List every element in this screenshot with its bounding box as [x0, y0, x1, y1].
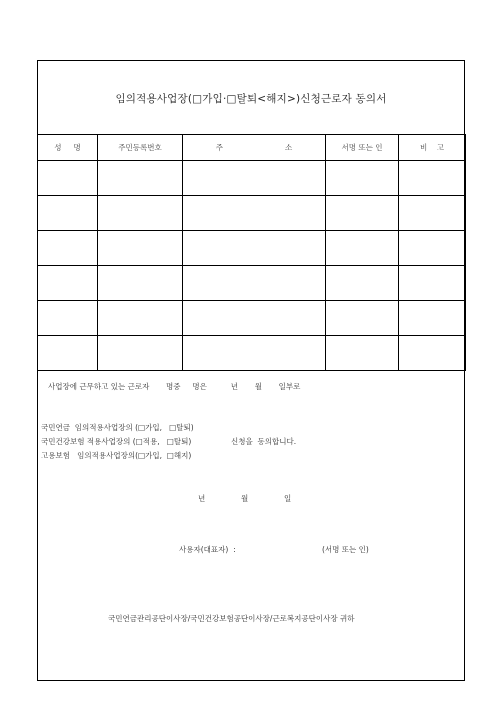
header-address [183, 135, 326, 161]
cell-address[interactable] [183, 161, 326, 196]
cell-name[interactable] [38, 336, 98, 371]
cell-remarks[interactable] [399, 196, 466, 231]
cell-resident-id[interactable] [98, 196, 183, 231]
statement-line-1: 사업장에 근무하고 있는 근로자 명중 명은 년 월 일부로 [48, 382, 301, 391]
header-name-2: 명 [73, 143, 81, 152]
cell-name[interactable] [38, 231, 98, 266]
table-row [38, 231, 466, 266]
statement-pension: 국민연금 임의적용사업장의 (□가입, □탈퇴) [41, 423, 194, 432]
cell-signature[interactable] [326, 161, 399, 196]
statement-health: 국민건강보험 적용사업장의 (□적용, □탈퇴) [41, 437, 192, 446]
header-name [38, 135, 98, 161]
cell-address[interactable] [183, 301, 326, 336]
cell-remarks[interactable] [399, 266, 466, 301]
cell-signature[interactable] [326, 196, 399, 231]
date-line: 년 월 일 [198, 494, 292, 503]
cell-address[interactable] [183, 231, 326, 266]
table-row [38, 266, 466, 301]
consent-form [37, 60, 465, 681]
form-title: 임의적용사업장(□가입·□탈퇴<해지>)신청근로자 동의서 [115, 93, 387, 105]
cell-signature[interactable] [326, 266, 399, 301]
cell-name[interactable] [38, 266, 98, 301]
cell-remarks[interactable] [399, 161, 466, 196]
header-name-1: 성 [54, 143, 62, 152]
cell-resident-id[interactable] [98, 231, 183, 266]
table-header-row [38, 135, 466, 161]
table-row [38, 301, 466, 336]
employer-label: 사용자(대표자) : [179, 545, 236, 554]
cell-name[interactable] [38, 196, 98, 231]
cell-resident-id[interactable] [98, 266, 183, 301]
header-remarks-2: 고 [436, 143, 445, 152]
cell-address[interactable] [183, 336, 326, 371]
table-row [38, 161, 466, 196]
cell-signature[interactable] [326, 231, 399, 266]
table-row [38, 196, 466, 231]
cell-resident-id[interactable] [98, 161, 183, 196]
cell-remarks[interactable] [399, 336, 466, 371]
header-address-2: 소 [285, 143, 293, 152]
header-resident-id: 주민등록번호 [98, 135, 183, 161]
worker-table [37, 134, 466, 371]
header-remarks [399, 135, 466, 161]
cell-name[interactable] [38, 161, 98, 196]
header-remarks-1: 비 [419, 143, 428, 152]
cell-resident-id[interactable] [98, 301, 183, 336]
cell-resident-id[interactable] [98, 336, 183, 371]
statement-consent: 신청을 동의합니다. [231, 437, 297, 446]
cell-signature[interactable] [326, 336, 399, 371]
table-row [38, 336, 466, 371]
cell-name[interactable] [38, 301, 98, 336]
statement-employment: 고용보험 임의적용사업장의(□가입, □해지) [41, 451, 192, 460]
header-signature: 서명 또는 인 [326, 135, 399, 161]
cell-address[interactable] [183, 196, 326, 231]
cell-address[interactable] [183, 266, 326, 301]
addressee: 국민연금관리공단이사장/국민건강보험공단이사장/근로복지공단이사장 귀하 [108, 614, 355, 623]
employer-sign: (서명 또는 인) [322, 545, 369, 554]
cell-remarks[interactable] [399, 231, 466, 266]
cell-remarks[interactable] [399, 301, 466, 336]
header-address-1: 주 [215, 143, 223, 152]
cell-signature[interactable] [326, 301, 399, 336]
